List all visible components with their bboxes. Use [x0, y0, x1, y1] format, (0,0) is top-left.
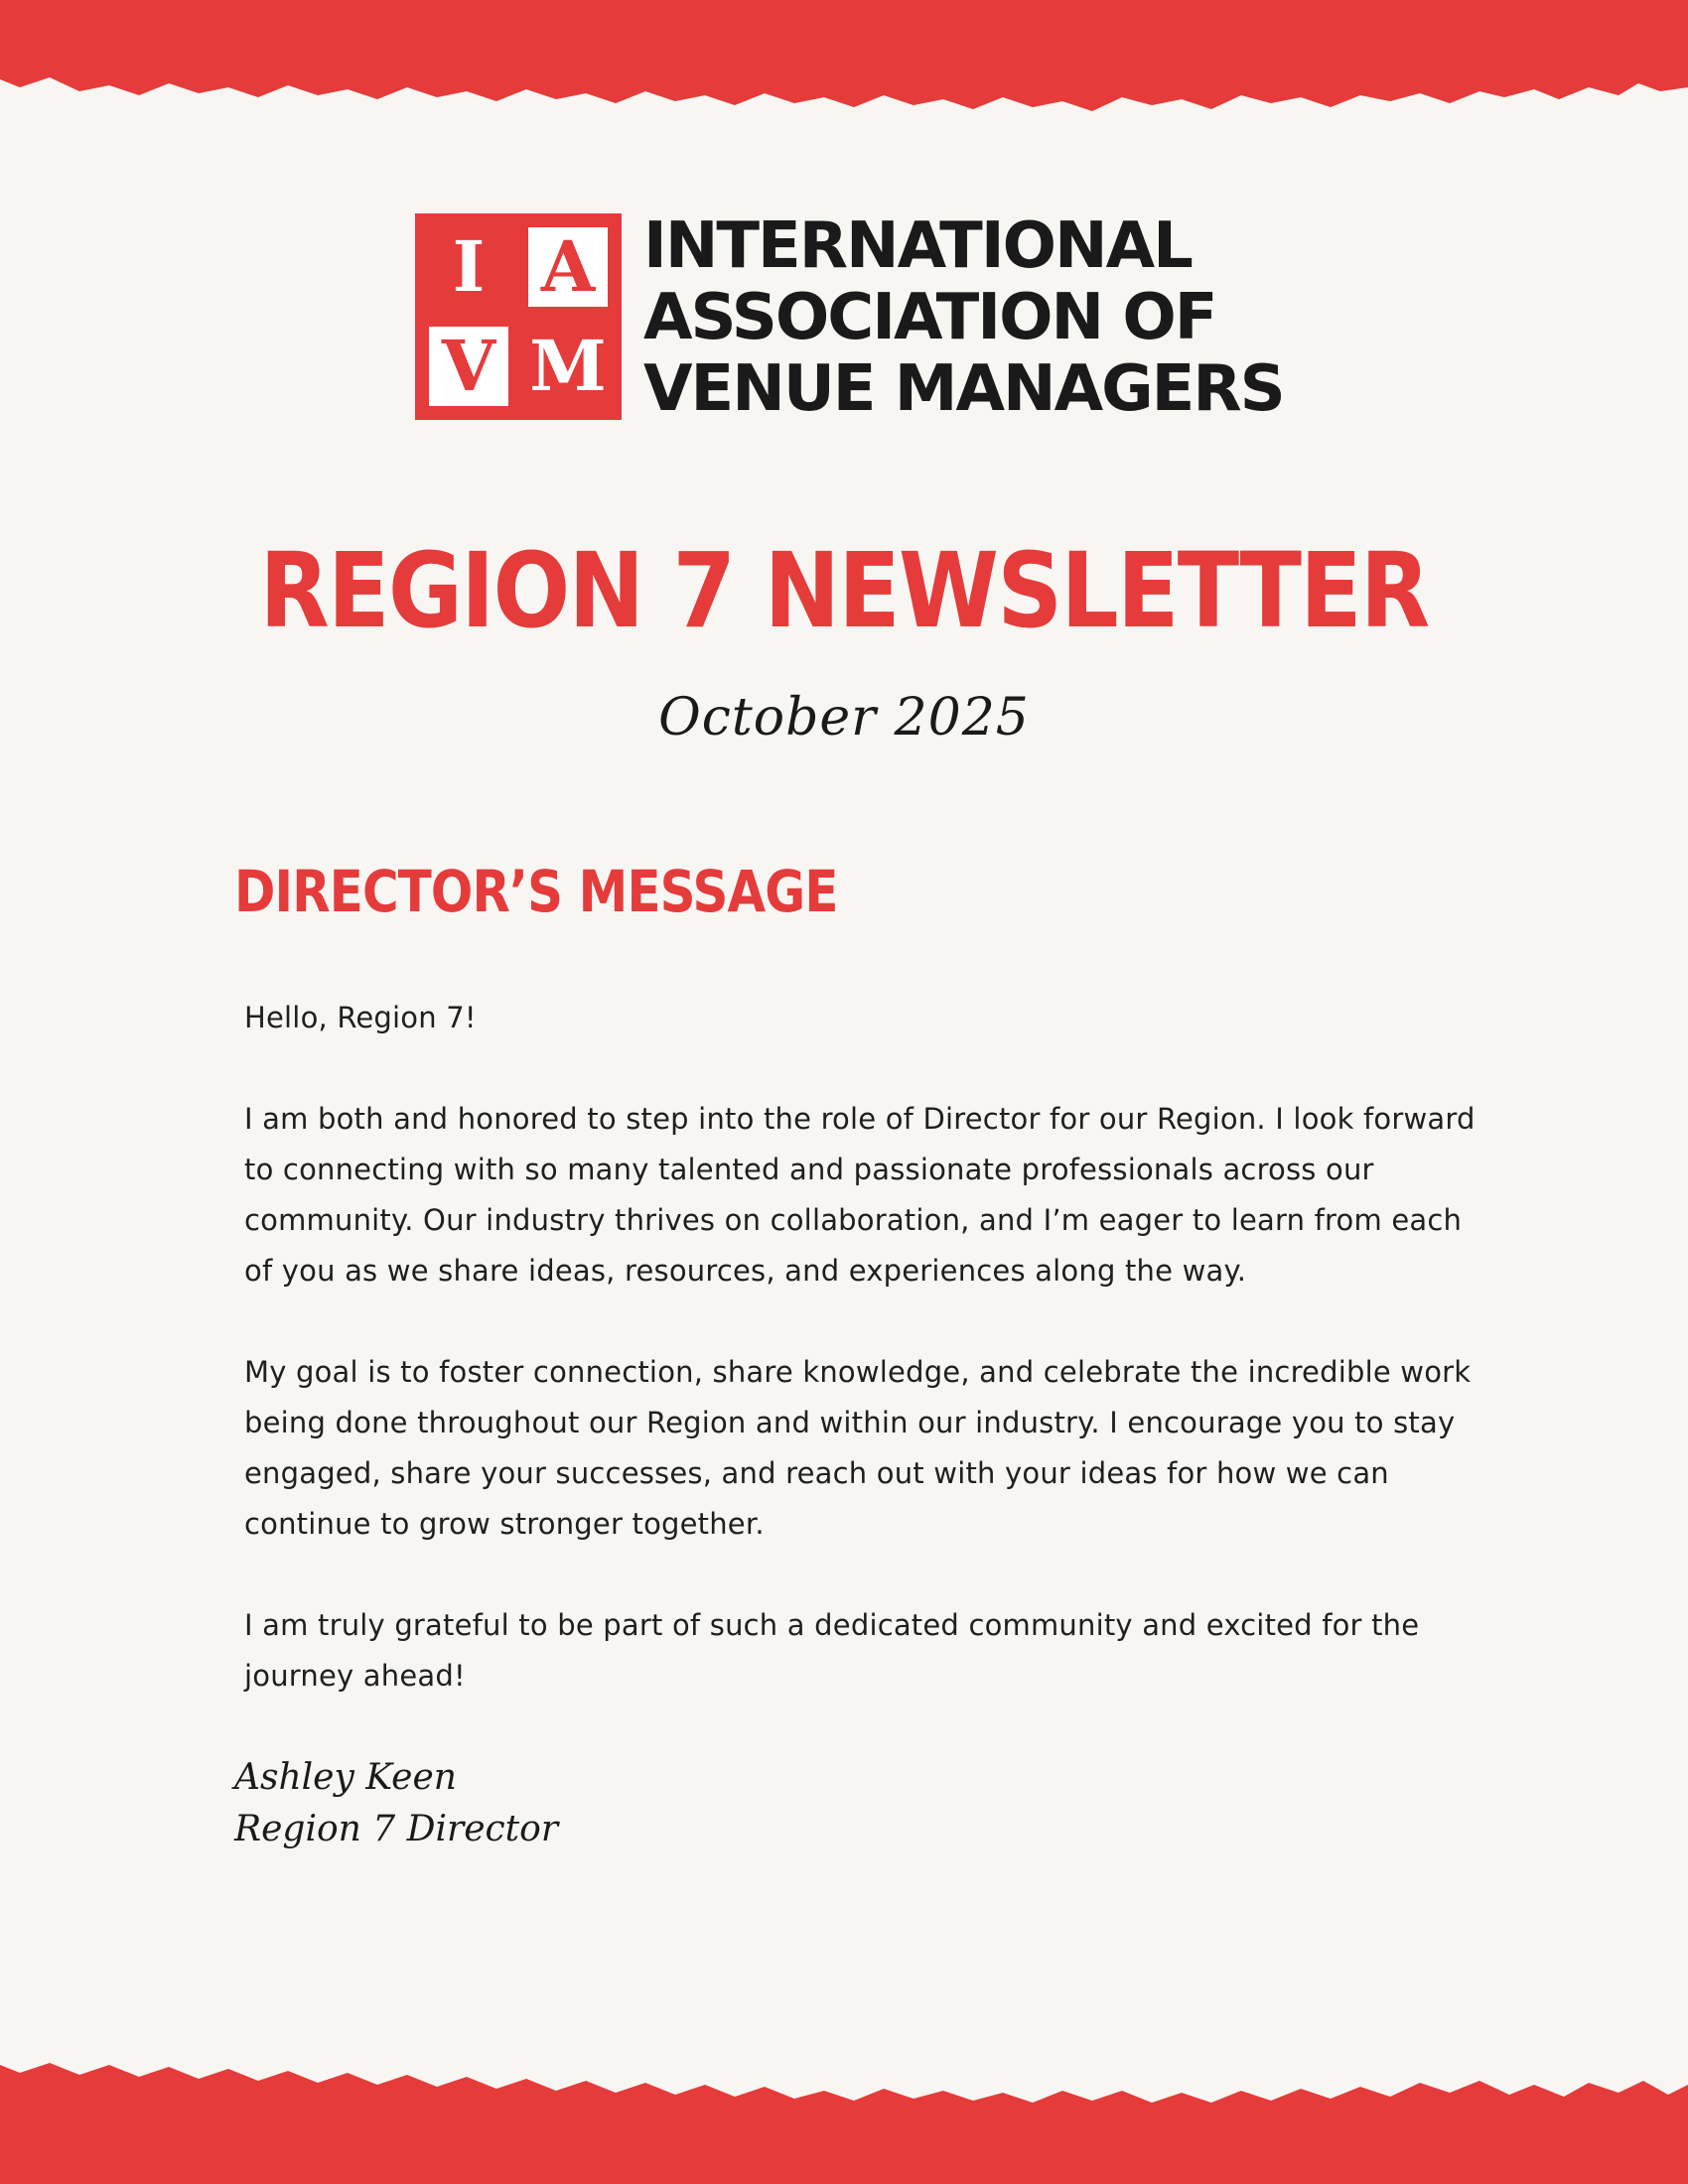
logo-line-1: INTERNATIONAL [643, 209, 1192, 283]
torn-bottom-border [0, 2045, 1688, 2184]
paragraph-intro: I am both and honored to step into the role of Director for our Region. I look forward to connecting with so many talented and passionate professionals across our community. Our industry thrives on collaboration, and I’m eager to learn from each of you as we share ideas, resources, and experiences along the way. [244, 1102, 1476, 1288]
logo-line-3: VENUE MANAGERS [643, 352, 1284, 426]
signature-role: Region 7 Director [234, 1809, 559, 1849]
iavm-logo [415, 210, 1329, 424]
signature-name: Ashley Keen [234, 1757, 457, 1798]
section-heading: DIRECTOR’S MESSAGE [234, 858, 838, 925]
paragraph-goals: My goal is to foster connection, share knowledge, and celebrate the incredible work being done throughout our Region and within our industry. I encourage you to stay engaged, share your successes, and reach out with your ideas for how we can continue to grow stronger together. [244, 1355, 1472, 1541]
logo-letter-v: V [429, 327, 508, 406]
logo-line-2: ASSOCIATION OF [643, 281, 1216, 354]
logo-letter-m: M [529, 325, 607, 407]
signature-block [234, 1752, 558, 1855]
logo-letter-i: I [452, 225, 486, 308]
newsletter-title: REGION 7 NEWSLETTER [259, 530, 1429, 651]
newsletter-date: October 2025 [658, 688, 1030, 748]
torn-top-border [0, 0, 1688, 139]
greeting: Hello, Region 7! [244, 1001, 477, 1034]
logo-letter-a: A [528, 227, 608, 307]
logo-wordmark [643, 210, 1284, 425]
message-body [244, 993, 1495, 1752]
logo-mark [415, 213, 622, 420]
paragraph-closing: I am truly grateful to be part of such a dedicated community and excited for the journey ahead! [244, 1608, 1420, 1693]
